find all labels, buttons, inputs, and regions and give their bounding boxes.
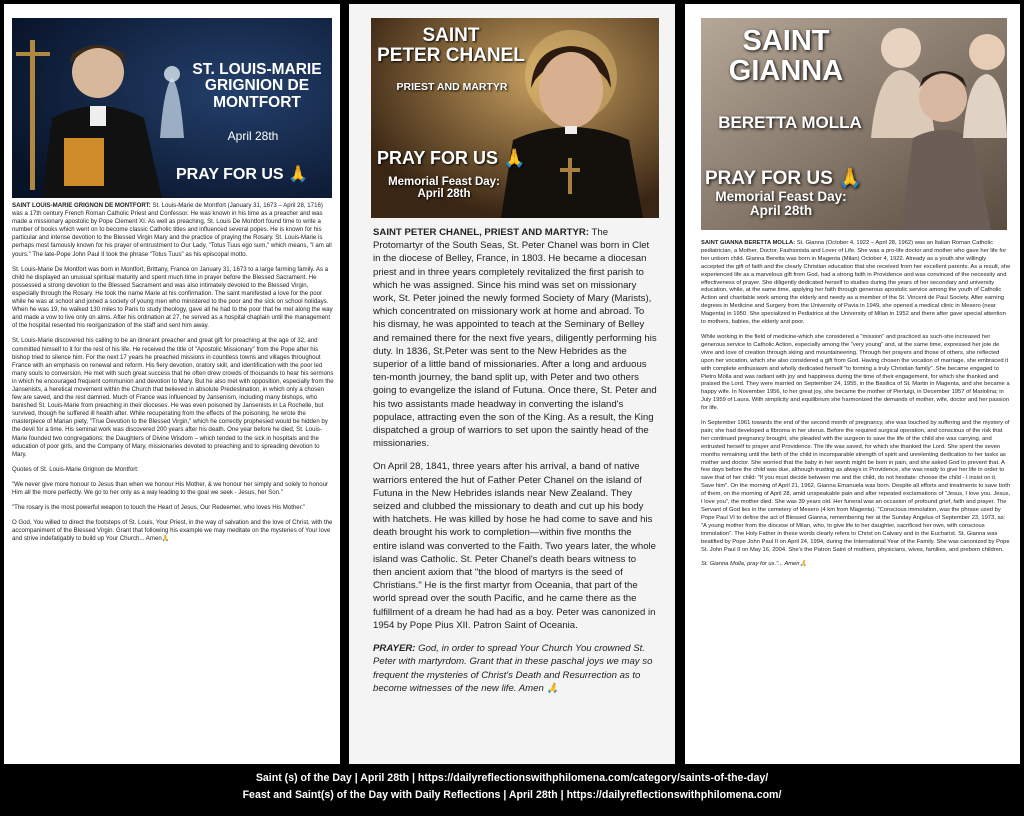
paragraph-text: The Protomartyr of the South Seas, St. Peter Chanel was born in Clet in the diocese of Belley, France, in 1803. He became a diocesan priest and in three years completely revitalized the first parish to which he was assigned. Since his mind was set on missionary work, St. Peter joined the newly formed Society of Mary (Marists), which concentrated on missionary work at home and abroad. To his dismay, he was appointed to teach at the Seminary of Belley and remained there for the next five years, diligently performing his duty. In 1836, St.Peter was sent to the New Hebrides as the superior of a little band of missionaries. After a long and arduous ten-month journey, the band split up, with Peter and two others going to evangelize the island of Futuna. Once there, St. Peter and his two assistants made headway in converting the island's populace, attracting even the son of the King. As a result, the King dispatched a group of warriors to set upon the saintly head of the missionaries.	[373, 227, 657, 450]
crucifix-icon	[568, 158, 572, 194]
paragraph-text: While working in the field of medicine-which she considered a "mission" and practiced as such-she increased her generous service to Catholic Action, especially among the "very young" and, at the same time, expressed her joie de vivre and love of creation through skiing and mountaineering. Through her prayers and those of others, she reflected upon her vocation, which she also considered a gift from God. Having chosen the vocation of marriage, she embraced it with complete enthusiasm and wholly dedicated herself "to forming a truly Christian family". She became engaged to Pietro Molla and was radiant with joy and happiness during the time of their engagement, for which she thanked and praised the Lord. They were married on September 24, 1955, in the Basilica of St. Martin in Magenta, and she became a happy wife. In November 1956, to her great joy, she became the mother of Pierluigi, in December 1957 of Mariolina; in July 1959 of Laura. With simplicity and equilibrium she harmonized the demands of mother, wife, doctor and her passion for life.	[701, 333, 1010, 412]
saint-card-peter-chanel	[349, 4, 675, 764]
book-icon	[64, 138, 104, 186]
article-body	[373, 226, 657, 705]
saint-card-gianna	[685, 4, 1020, 764]
feast-line: Memorial Feast Day:	[388, 176, 500, 188]
paragraph-text: St. Louis-Marie discovered his calling to be an itinerant preacher and great gift for preaching at the age of 32, and committed himself to it for the rest of his life. He received the title of "Apostolic Missionary" from the Pope after his bishop tried to silence him. For the next 17 years he preached missions in countless towns and villages throughout France with an emphasis on renewal and reform. His fiery devotion, oratory skill, and identification with the poor led many souls to conversion. He met with such great success that he often drew crowds of thousands to hear his sermons in which he encouraged frequent communion and devotion to Mary. But he also met with opposition, especially from the Jansenists, a heretical movement within the Church that believed in absolute Predestination, in which only a chosen few are saved, and the rest damned. Much of France was influenced by Jansenism, including many bishops, who banished St. Louis-Marie from preaching in their dioceses. He was even poisoned by Jansenists in La Rochelle, but survived, though he suffered ill health after. While recuperating from the effects of the poisoning, he wrote the masterpiece of Marian piety, "True Devotion to the Blessed Virgin," which he correctly prophesied would be hidden by the devil for a time. His seminal work was discovered 200 years after his death. One year before he died, St. Louis-Marie founded two congregations: the Daughters of Divine Wisdom – which tended to the sick in hospitals and the education of poor girls, and the Company of Mary, missionaries devoted to preaching and to spreading devotion to Mary.	[12, 337, 334, 458]
feast-line: April 28th	[749, 203, 813, 219]
paragraph-text: Quotes of St. Louis-Marie Grignon de Montfort:	[12, 465, 139, 473]
banner-name-line: SAINT	[422, 25, 480, 46]
banner-feast-day	[379, 176, 509, 200]
banner-name-line: SAINT	[742, 25, 830, 57]
paragraph-text: "The rosary is the most powerful weapon to touch the Heart of Jesus, Our Redeemer, who loves His Mother."	[12, 504, 306, 512]
paragraph-lead: SAINT PETER CHANEL, PRIEST AND MARTYR:	[373, 227, 590, 238]
paragraph	[12, 337, 334, 458]
paragraph	[701, 240, 1011, 327]
paragraph-text: St. Gianna Molla, pray for us."... Amen🙏	[701, 561, 807, 568]
paragraph-text: St. Gianna (October 4, 1922 – April 28, 1962) was an Italian Roman Catholic pediatrician, a Mother, Doctor, Fashionista and Lover of Life. She was a pro-life doctor and mother who gave her life for her unborn child. Gianna Beretta was born in Magenta (Milan) October 4, 1922. Already as a youth she willingly accepted the gift of faith and the clearly Christian education that she received from her excellent parents. As a result, she experienced life as a marvelous gift from God, had a strong faith in Providence and was convinced of the necessity and effectiveness of prayer. She diligently dedicated herself to studies during the years of her secondary and university education, while, at the same time, applying her faith through generous apostolic service among the youth of Catholic Action and charitable work among the elderly and needy as a member of the St. Vincent de Paul Society. After earning degrees in Medicine and Surgery from the University of Pavia in 1949, she opened a medical clinic in Mesero (near Magenta) in 1950. She specialized in Pediatrics at the University of Milan in 1952 and there after gave special attention to mothers, babies, the elderly and poor.	[701, 240, 1011, 326]
article-body	[12, 202, 334, 550]
paragraph	[12, 202, 334, 259]
paragraph-text: In September 1961 towards the end of the second month of pregnancy, she was touched by suffering and the mystery of pain; she had developed a fibroma in her uterus. Before the required surgical operation, and conscious of the risk that her continued pregnancy brought, she pleaded with the surgeon to save the life of the child she was carrying, and entrusted herself to prayer and Providence. The life was saved, for which she thanked the Lord. She spent the seven months remaining until the birth of the child in incomparable strength of spirit and unrelenting dedication to her tasks as mother and doctor. She worried that the baby in her womb might be born in pain, and she asked God to prevent that. A few days before the child was due, although trusting as always in Providence, she was ready to give her life in order to save that of her child: "If you must decide between me and the child, do not hesitate: choose the child - I insist on it. Save him". On the morning of April 21, 1962, Gianna Emanuela was born. Despite all efforts and treatments to save both of them, on the morning of April 28, amid unspeakable pain and after repeated exclamations of "Jesus, I love you. Jesus, I love you", the mother died. She was 39 years old. Her funeral was an occasion of profound grief, faith and prayer. The Servant of God lies in the cemetery of Mesero (4 km from Magenta). "Conscious immolation, was the phrase used by Pope Paul VI to define the act of Blessed Gianna, remembering her at the Sunday Angelus of September 23, 1973, as: "A young mother from the diocese of Milan, who, to give life to her daughter, sacrificed her own, with conscious immolation". The Holy Father in these words clearly refers to Christ on Calvary and in the Eucharist. St. Gianna was beatified by Pope John Paul II on April 24, 1994, during the International Year of the Family. She was canonized by Pope St. John Paul II on May 16, 2004. She's the Patron Saint of mothers, physicians, wives, families, and preborn children.	[701, 420, 1011, 553]
footer-line-saints-url: Saint (s) of the Day | April 28th | https://dailyreflectionswithphilomena.com/category/saints-of-the-day/	[255, 772, 769, 784]
banner-subtitle: PRIEST AND MARTYR	[396, 81, 508, 93]
paragraph-text: St. Louis-Marie De Montfort was born in Montfort, Brittany, France on January 31, 1673 to a large farming family. As a child he displayed an unusual spiritual maturity and spent much time in prayer before the Blessed Sacrament. He possessed a strong devotion to the Blessed Sacrament and was also intimately devoted to the Blessed Virgin, especially through the Rosary. He took the name Marie at his confirmation. The saint manifested a love for the poor while he was at school and joined a society of young men who ministered to the poor and the sick on school holidays. When he was 19, he walked 130 miles to Paris to study theology, gave all he had to the poor that he met along the way and made a vow to live only on alms. After his ordination at 27, he served as a hospital chaplain until the management of the hospital resented his reorganization of the staff and sent him away.	[12, 265, 333, 330]
pray-text: PRAY FOR US	[176, 166, 284, 183]
banner-peter-chanel	[371, 18, 659, 218]
paragraph	[701, 334, 1011, 413]
banner-name-line: GIANNA	[728, 55, 844, 88]
footer-line-home-url: Feast and Saint(s) of the Day with Daily Reflections | April 28th | https://dailyreflectionswithphilomena.com/	[242, 789, 782, 801]
paragraph-lead: SAINT GIANNA BERETTA MOLLA:	[701, 240, 796, 246]
paragraph	[701, 561, 1011, 569]
pray-text: PRAY FOR US	[705, 168, 833, 189]
pray-for-us	[705, 166, 862, 190]
banner-name-line: GRIGNION DE	[204, 77, 310, 95]
paragraph-lead: SAINT LOUIS-MARIE GRIGNON DE MONTFORT:	[12, 202, 151, 209]
paragraph	[12, 266, 334, 331]
paragraph-text: O God, You willed to direct the footsteps of St. Louis, Your Priest, in the way of salvation and the love of Christ, with the accompaniment of the Blessed Virgin. Grant that following his example we may meditate on the mysteries of Your love and strive indefatigably to build up Your Church... Amen🙏	[12, 519, 333, 543]
paragraph-lead: PRAYER:	[373, 643, 416, 655]
praying-hands-icon: 🙏	[503, 148, 526, 168]
paragraph	[373, 460, 657, 632]
banner-feast-day	[705, 190, 857, 218]
banner-title	[377, 26, 525, 66]
banner-title	[711, 26, 861, 87]
saint-card-montfort	[4, 4, 340, 764]
praying-hands-icon: 🙏	[288, 166, 308, 183]
paragraph	[701, 420, 1011, 554]
banner-date: April 28th	[227, 129, 279, 143]
pray-for-us	[377, 148, 525, 169]
prayer-paragraph	[373, 642, 657, 695]
paragraph	[373, 226, 657, 450]
paragraph	[12, 519, 334, 543]
paragraph	[12, 481, 334, 497]
banner-montfort	[12, 18, 332, 198]
paragraph	[12, 504, 334, 512]
feast-line: Memorial Feast Day:	[715, 189, 847, 204]
paragraph-text: God, in order to spread Your Church You crowned St. Peter with martyrdom. Grant that in these paschal joys we may so frequent the mysteries of Christ's Death and Resurrection as to become witnesses of the new life. Amen 🙏	[373, 643, 653, 694]
banner-gianna	[701, 18, 1007, 230]
article-body	[701, 240, 1011, 576]
pray-for-us	[176, 164, 308, 184]
paragraph-text: St. Louis-Marie de Montfort (January 31, 1673 – April 28, 1716) was a 17th century French Roman Catholic Priest and Confessor. He was known in his time as a preacher and was made a missionary apostolic by Pope Clement XI. As well as preaching, St. Louis De Montfort found time to write a number of books which went on to become classic Catholic titles and influenced several popes. He is known for his particular and intense devotion to the Blessed Virgin Mary and the practice of praying the Rosary. St. Louis-Marie is perhaps most famously known for his prayer of entrustment to Our Lady, "Totus Tuus ego sum," which means, "I am all yours." The late-Pope John Paul II took the phrase "Totus Tuus" as his episcopal motto.	[12, 202, 332, 258]
banner-title	[182, 62, 332, 111]
paragraph-text: "We never give more honour to Jesus than when we honour His Mother, & we honour her simply and solely to honour Him all the more perfectly. We go to her only as a way leading to the goal we seek - Jesus, her Son."	[12, 480, 329, 496]
banner-name-line: ST. LOUIS-MARIE	[192, 61, 322, 78]
feast-line: April 28th	[417, 188, 471, 201]
paragraph	[12, 466, 334, 474]
banner-subtitle: BERETTA MOLLA	[718, 113, 862, 132]
praying-hands-icon: 🙏	[838, 168, 862, 189]
paragraph-text: On April 28, 1841, three years after his arrival, a band of native warriors entered the hut of Father Peter Chanel on the island of Futuna in the New Hebrides islands near New Zealand. They seized and clubbed the missionary to death and cut up his body with hatchets. He was killed by hose he had come to save and his death brought his work to completion—within five months the entire island was converted to the Faith. Two years later, the whole island was Catholic. St. Peter Chanel's death bears witness to then ancient axiom that "the blood of martyrs is the seed of Christians." He is the first martyr from Oceania, that part of the world spread over the south Pacific, and he came there as the fulfillment of a dream he had had as a boy. Peter was canonized in 1954 by Pope Pius XII. Patron Saint of Oceania.	[373, 461, 656, 631]
banner-name-line: MONTFORT	[213, 93, 301, 111]
banner-name-line: PETER CHANEL	[377, 44, 525, 66]
pray-text: PRAY FOR US	[377, 148, 499, 168]
